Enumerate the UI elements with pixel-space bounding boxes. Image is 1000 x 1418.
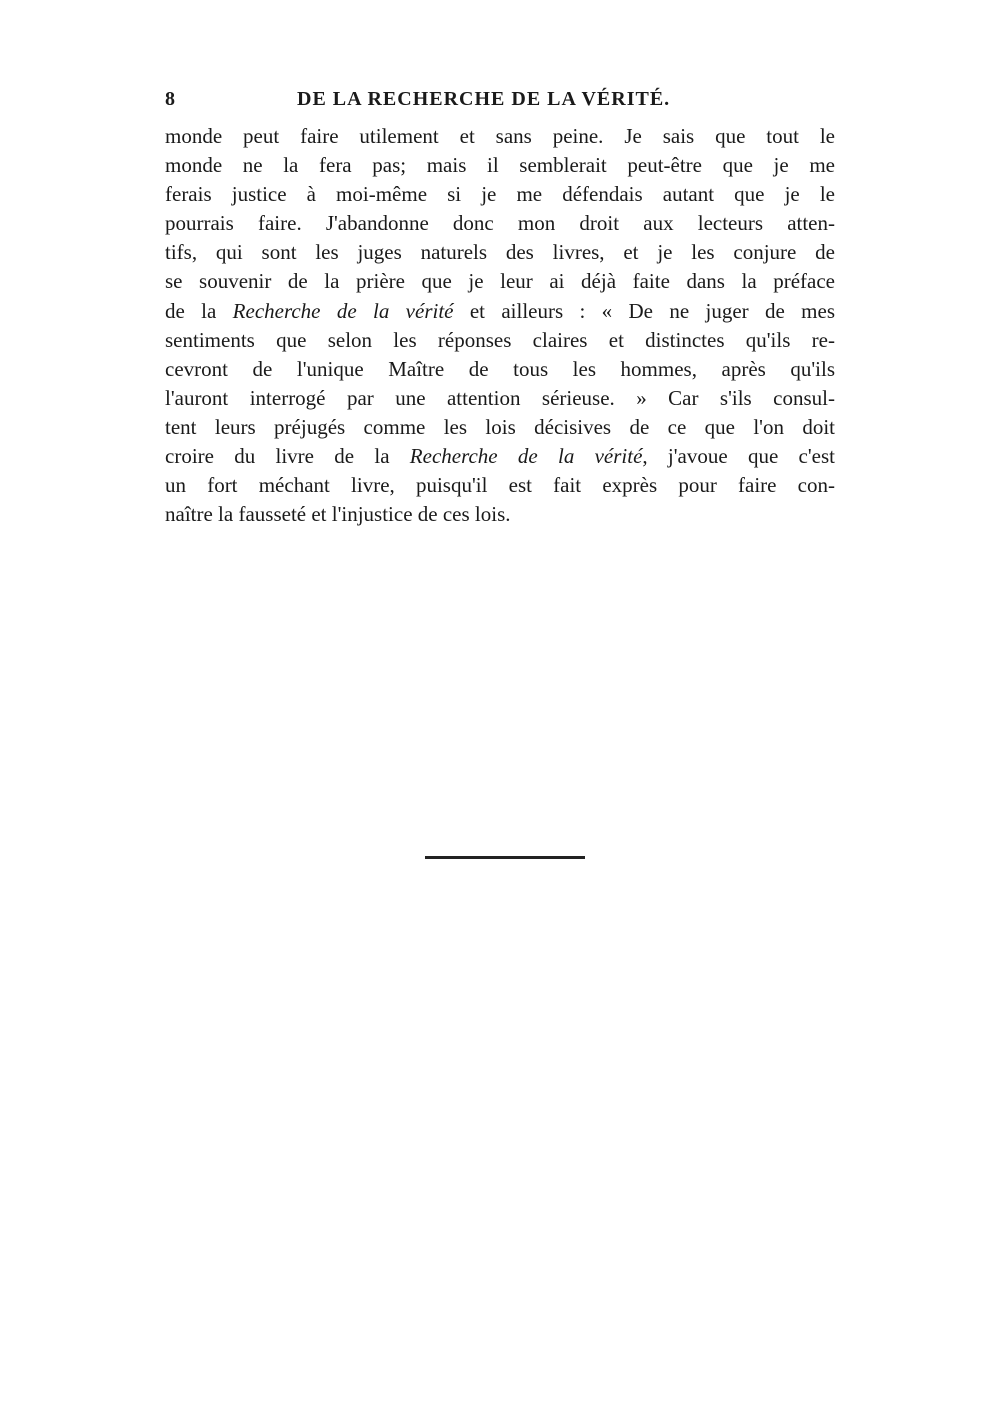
- page-number: 8: [165, 88, 175, 110]
- running-head: [165, 86, 835, 112]
- text-line: se souvenir de la prière que je leur ai déjà faite dans la préface: [165, 269, 835, 294]
- text-line: l'auront interrogé par une attention sérieuse. » Car s'ils consul-: [165, 385, 835, 410]
- text-line: [165, 297, 835, 326]
- text-line: monde ne la fera pas; mais il semblerait peut-être que je me: [165, 153, 835, 178]
- text-line: un fort méchant livre, puisqu'il est fait exprès pour faire con-: [165, 473, 835, 498]
- book-title-italic: Recherche de la vérité: [409, 444, 643, 469]
- text-line: tifs, qui sont les juges naturels des livres, et je les conjure de: [165, 240, 835, 265]
- text-run: , j'avoue que c'est: [642, 444, 835, 469]
- text-line: cevront de l'unique Maître de tous les hommes, après qu'ils: [165, 356, 835, 381]
- text-line: ferais justice à moi-même si je me défendais autant que je le: [165, 182, 835, 207]
- running-title: DE LA RECHERCHE DE LA VÉRITÉ.: [297, 88, 671, 110]
- text-line: pourrais faire. J'abandonne donc mon droit aux lecteurs atten-: [165, 211, 835, 236]
- text-line: monde peut faire utilement et sans peine. Je sais que tout le: [165, 124, 835, 148]
- text-line: [165, 442, 835, 471]
- text-run: de la: [165, 298, 233, 323]
- text-line: naître la fausseté et l'injustice de ces lois.: [165, 502, 511, 527]
- body-paragraph: [165, 122, 835, 529]
- text-line: sentiments que selon les réponses claires et distinctes qu'ils re-: [165, 327, 835, 352]
- book-title-italic: Recherche de la vérité: [232, 298, 454, 323]
- text-line: tent leurs préjugés comme les lois décisives de ce que l'on doit: [165, 414, 835, 439]
- section-end-rule: [425, 856, 585, 859]
- text-run: et ailleurs : « De ne juger de mes: [453, 298, 835, 323]
- text-run: croire du livre de la: [165, 444, 410, 469]
